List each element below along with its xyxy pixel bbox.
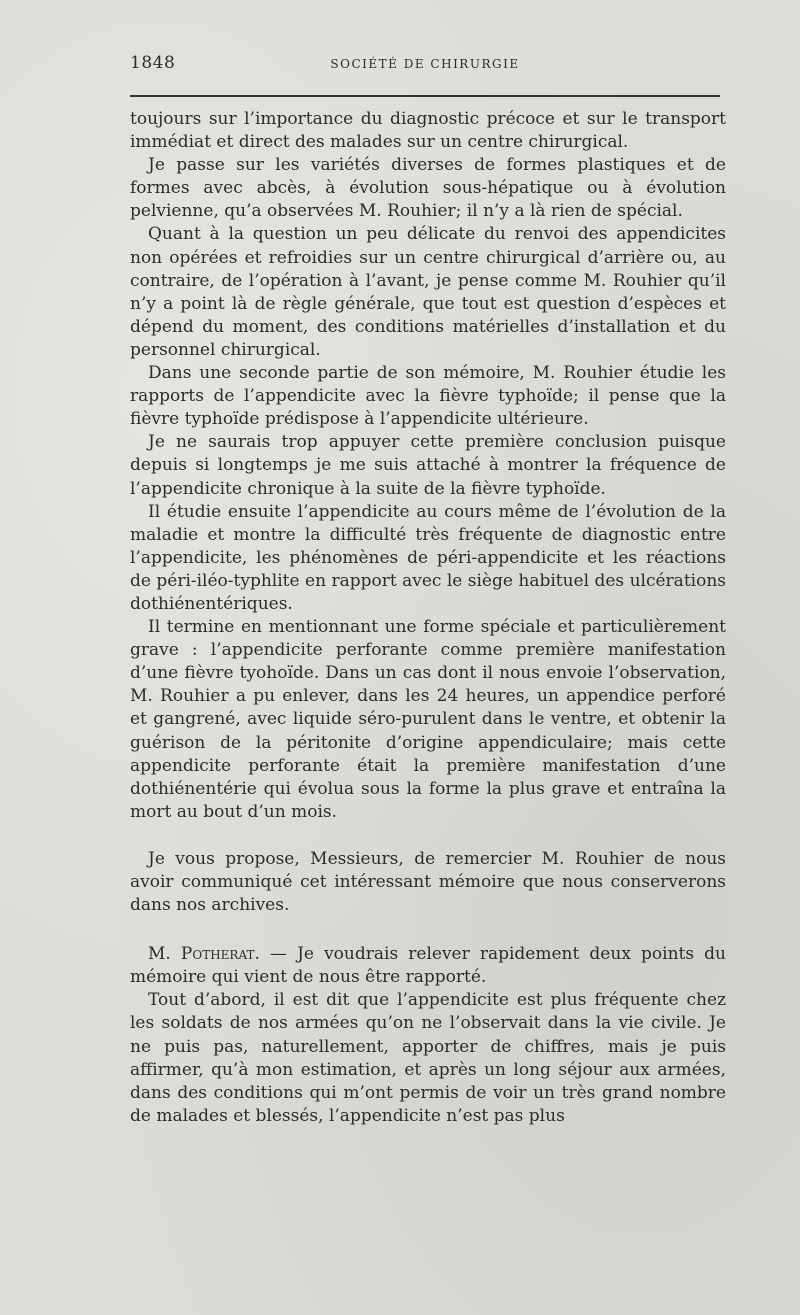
speech-paragraph [130, 943, 726, 989]
page-header [130, 53, 720, 77]
paragraph: Je passe sur les variétés diverses de formes plastiques et de formes avec abcès, à évolution sous-hépatique ou à évolution pelvienne, qu’a observées M. Rouhier; il n’y a là rien de spécial. [130, 155, 726, 222]
paragraph: Je ne saurais trop appuyer cette première conclusion puisque depuis si longtemps je me suis attaché à montrer la fréquence de l’appendicite chronique à la suite de la fièvre typhoïde. [130, 432, 726, 499]
speaker-name: Potherat. [180, 944, 260, 965]
paragraph: Tout d’abord, il est dit que l’appendicite est plus fréquente chez les soldats de nos armées qu’on ne l’observait dans la vie civile. Je ne puis pas, naturellement, apporter de chiffres, mais je puis affirmer, qu’à mon estimation, et après un long séjour aux armées, dans des conditions qui m’ont permis de voir un très grand nombre de malades et blessés, l’appendicite n’est pas plus [130, 990, 726, 1126]
paragraph: Quant à la question un peu délicate du renvoi des appendicites non opérées et refroidies sur un centre chirurgical d’arrière ou, au contraire, de l’opération à l’avant, je pense comme M. Rouhier qu’il n’y a point là de règle générale, que tout est question d’espèces et dépend du moment, des conditions matérielles d’installation et du personnel chirurgical. [130, 224, 726, 360]
paragraph: Dans une seconde partie de son mémoire, M. Rouhier étudie les rapports de l’appendicite avec la fièvre typhoïde; il pense que la fièvre typhoïde prédispose à l’appendicite ultérieure. [130, 363, 726, 430]
speech-text: — Je voudrais relever rapidement deux points du mémoire qui vient de nous être rapporté. [130, 944, 727, 988]
paragraph: toujours sur l’importance du diagnostic précoce et sur le transport immédiat et direct des malades sur un centre chirurgical. [130, 109, 726, 153]
speaker-prefix: M. [148, 944, 181, 965]
header-rule [130, 95, 720, 97]
paragraph: Il étudie ensuite l’appendicite au cours même de l’évolution de la maladie et montre la difficulté très fréquente de diagnostic entre l’appendicite, les phénomènes de péri-appendicite et les réactions de péri-iléo-typhlite en rapport avec le siège habituel des ulcérations dothiénentériques. [130, 501, 726, 614]
body-text [130, 108, 726, 1128]
conclusion-paragraph: Je vous propose, Messieurs, de remercier M. Rouhier de nous avoir communiqué cet intéressant mémoire que nous conserverons dans nos archives. [130, 848, 726, 916]
running-title: SOCIÉTÉ DE CHIRURGIE [330, 57, 520, 71]
page-number: 1848 [130, 53, 176, 73]
paragraph: Il termine en mentionnant une forme spéciale et particulièrement grave : l’appendicite perforante comme première manifestation d’une fièvre tyohoïde. Dans un cas dont il nous envoie l’observation, M. Rouhier a pu enlever, dans les 24 heures, un appendice perforé et gangrené, avec liquide séro-purulent dans le ventre, et obtenir la guérison de la péritonite d’origine appendiculaire; mais cette appendicite perforante était la première manifestation d’une dothiénentérie qui évolua sous la forme la plus grave et entraîna la mort au bout d’un mois. [130, 617, 726, 822]
